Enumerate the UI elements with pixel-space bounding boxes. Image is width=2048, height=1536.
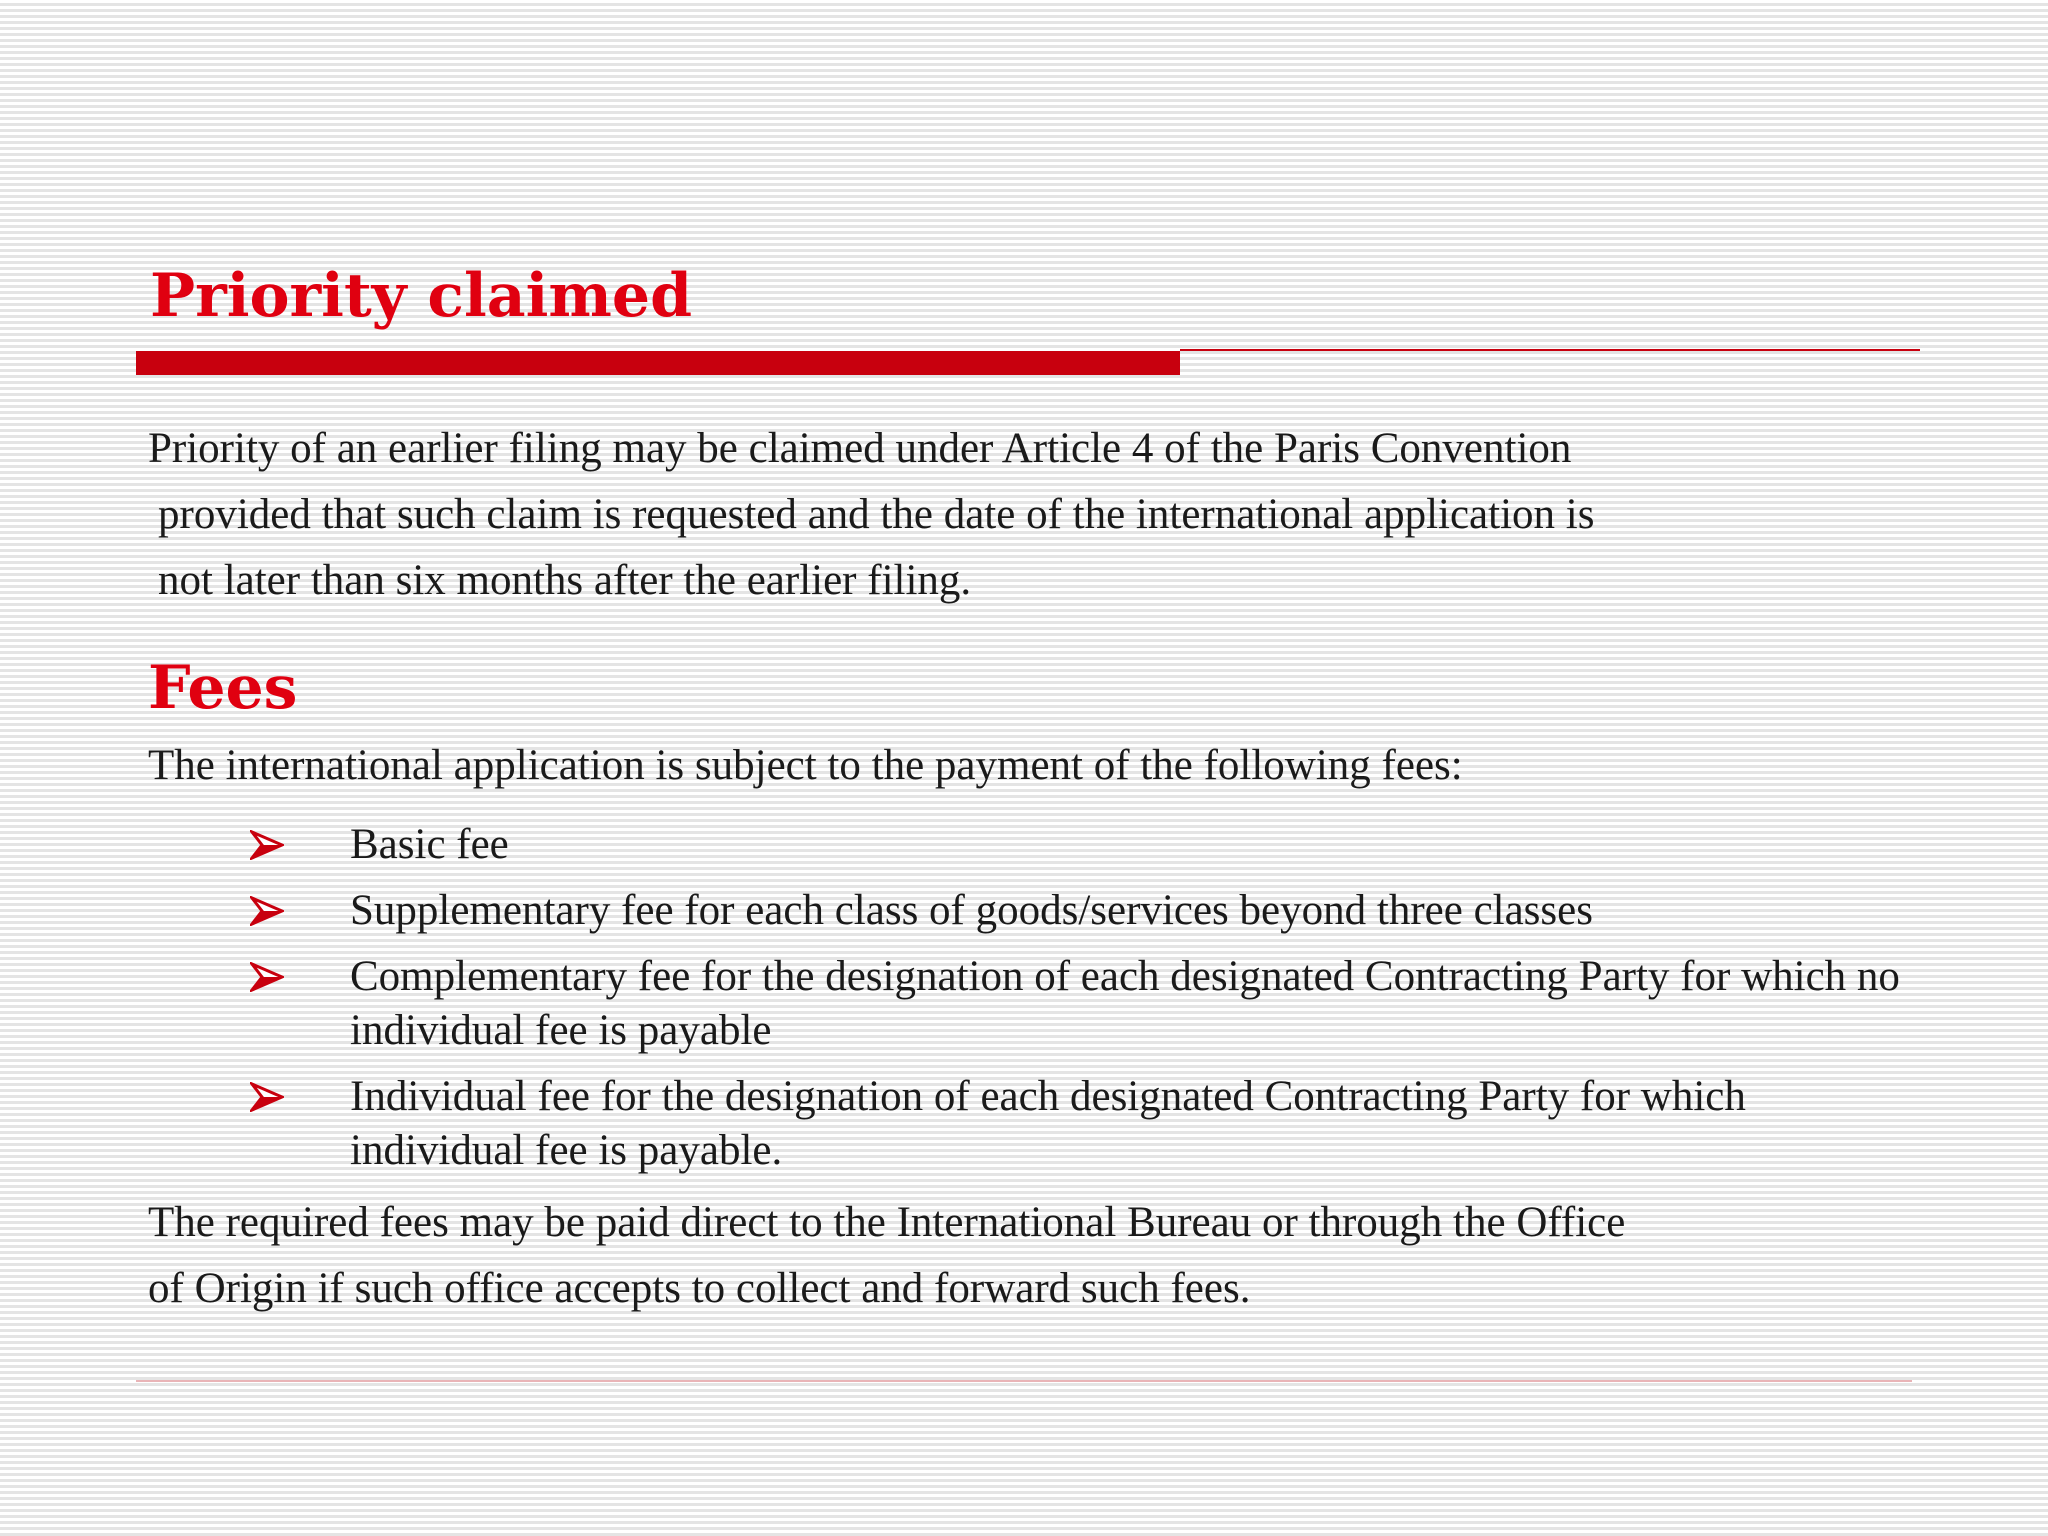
priority-paragraph-line: not later than six months after the earlier filing.	[158, 557, 972, 604]
title-underline-thin	[1180, 349, 1920, 351]
fee-list-item	[250, 884, 1930, 938]
fee-item-text: Complementary fee for the designation of each designated Contracting Party for which no individual fee is payable	[350, 953, 1900, 1054]
fee-list-item	[250, 1070, 1930, 1178]
fee-list-item	[250, 818, 1930, 872]
fees-intro-text: The international application is subject to the payment of the following fees:	[148, 742, 1463, 789]
arrowhead-icon	[250, 962, 284, 992]
arrowhead-icon	[250, 896, 284, 926]
priority-paragraph-line: provided that such claim is requested and the date of the international application is	[158, 491, 1595, 538]
slide-title: Priority claimed	[150, 261, 693, 331]
footer-divider	[136, 1380, 1912, 1382]
fees-payment-paragraph	[148, 1190, 1938, 1322]
priority-paragraph-line: Priority of an earlier filing may be claimed under Article 4 of the Paris Convention	[148, 425, 1572, 472]
fees-payment-line: The required fees may be paid direct to the International Bureau or through the Office	[148, 1199, 1626, 1246]
priority-paragraph	[148, 416, 1938, 614]
fee-list-item	[250, 950, 1930, 1058]
fee-list	[250, 818, 1930, 1190]
arrowhead-icon	[250, 830, 284, 860]
fee-item-text: Basic fee	[350, 821, 509, 868]
fee-item-text: Supplementary fee for each class of goods/services beyond three classes	[350, 887, 1593, 934]
fee-item-text: Individual fee for the designation of each designated Contracting Party for which individual fee is payable.	[350, 1073, 1746, 1174]
fees-payment-line: of Origin if such office accepts to collect and forward such fees.	[148, 1265, 1251, 1312]
fees-heading: Fees	[148, 653, 298, 723]
arrowhead-icon	[250, 1082, 284, 1112]
title-underline-thick	[136, 351, 1180, 375]
